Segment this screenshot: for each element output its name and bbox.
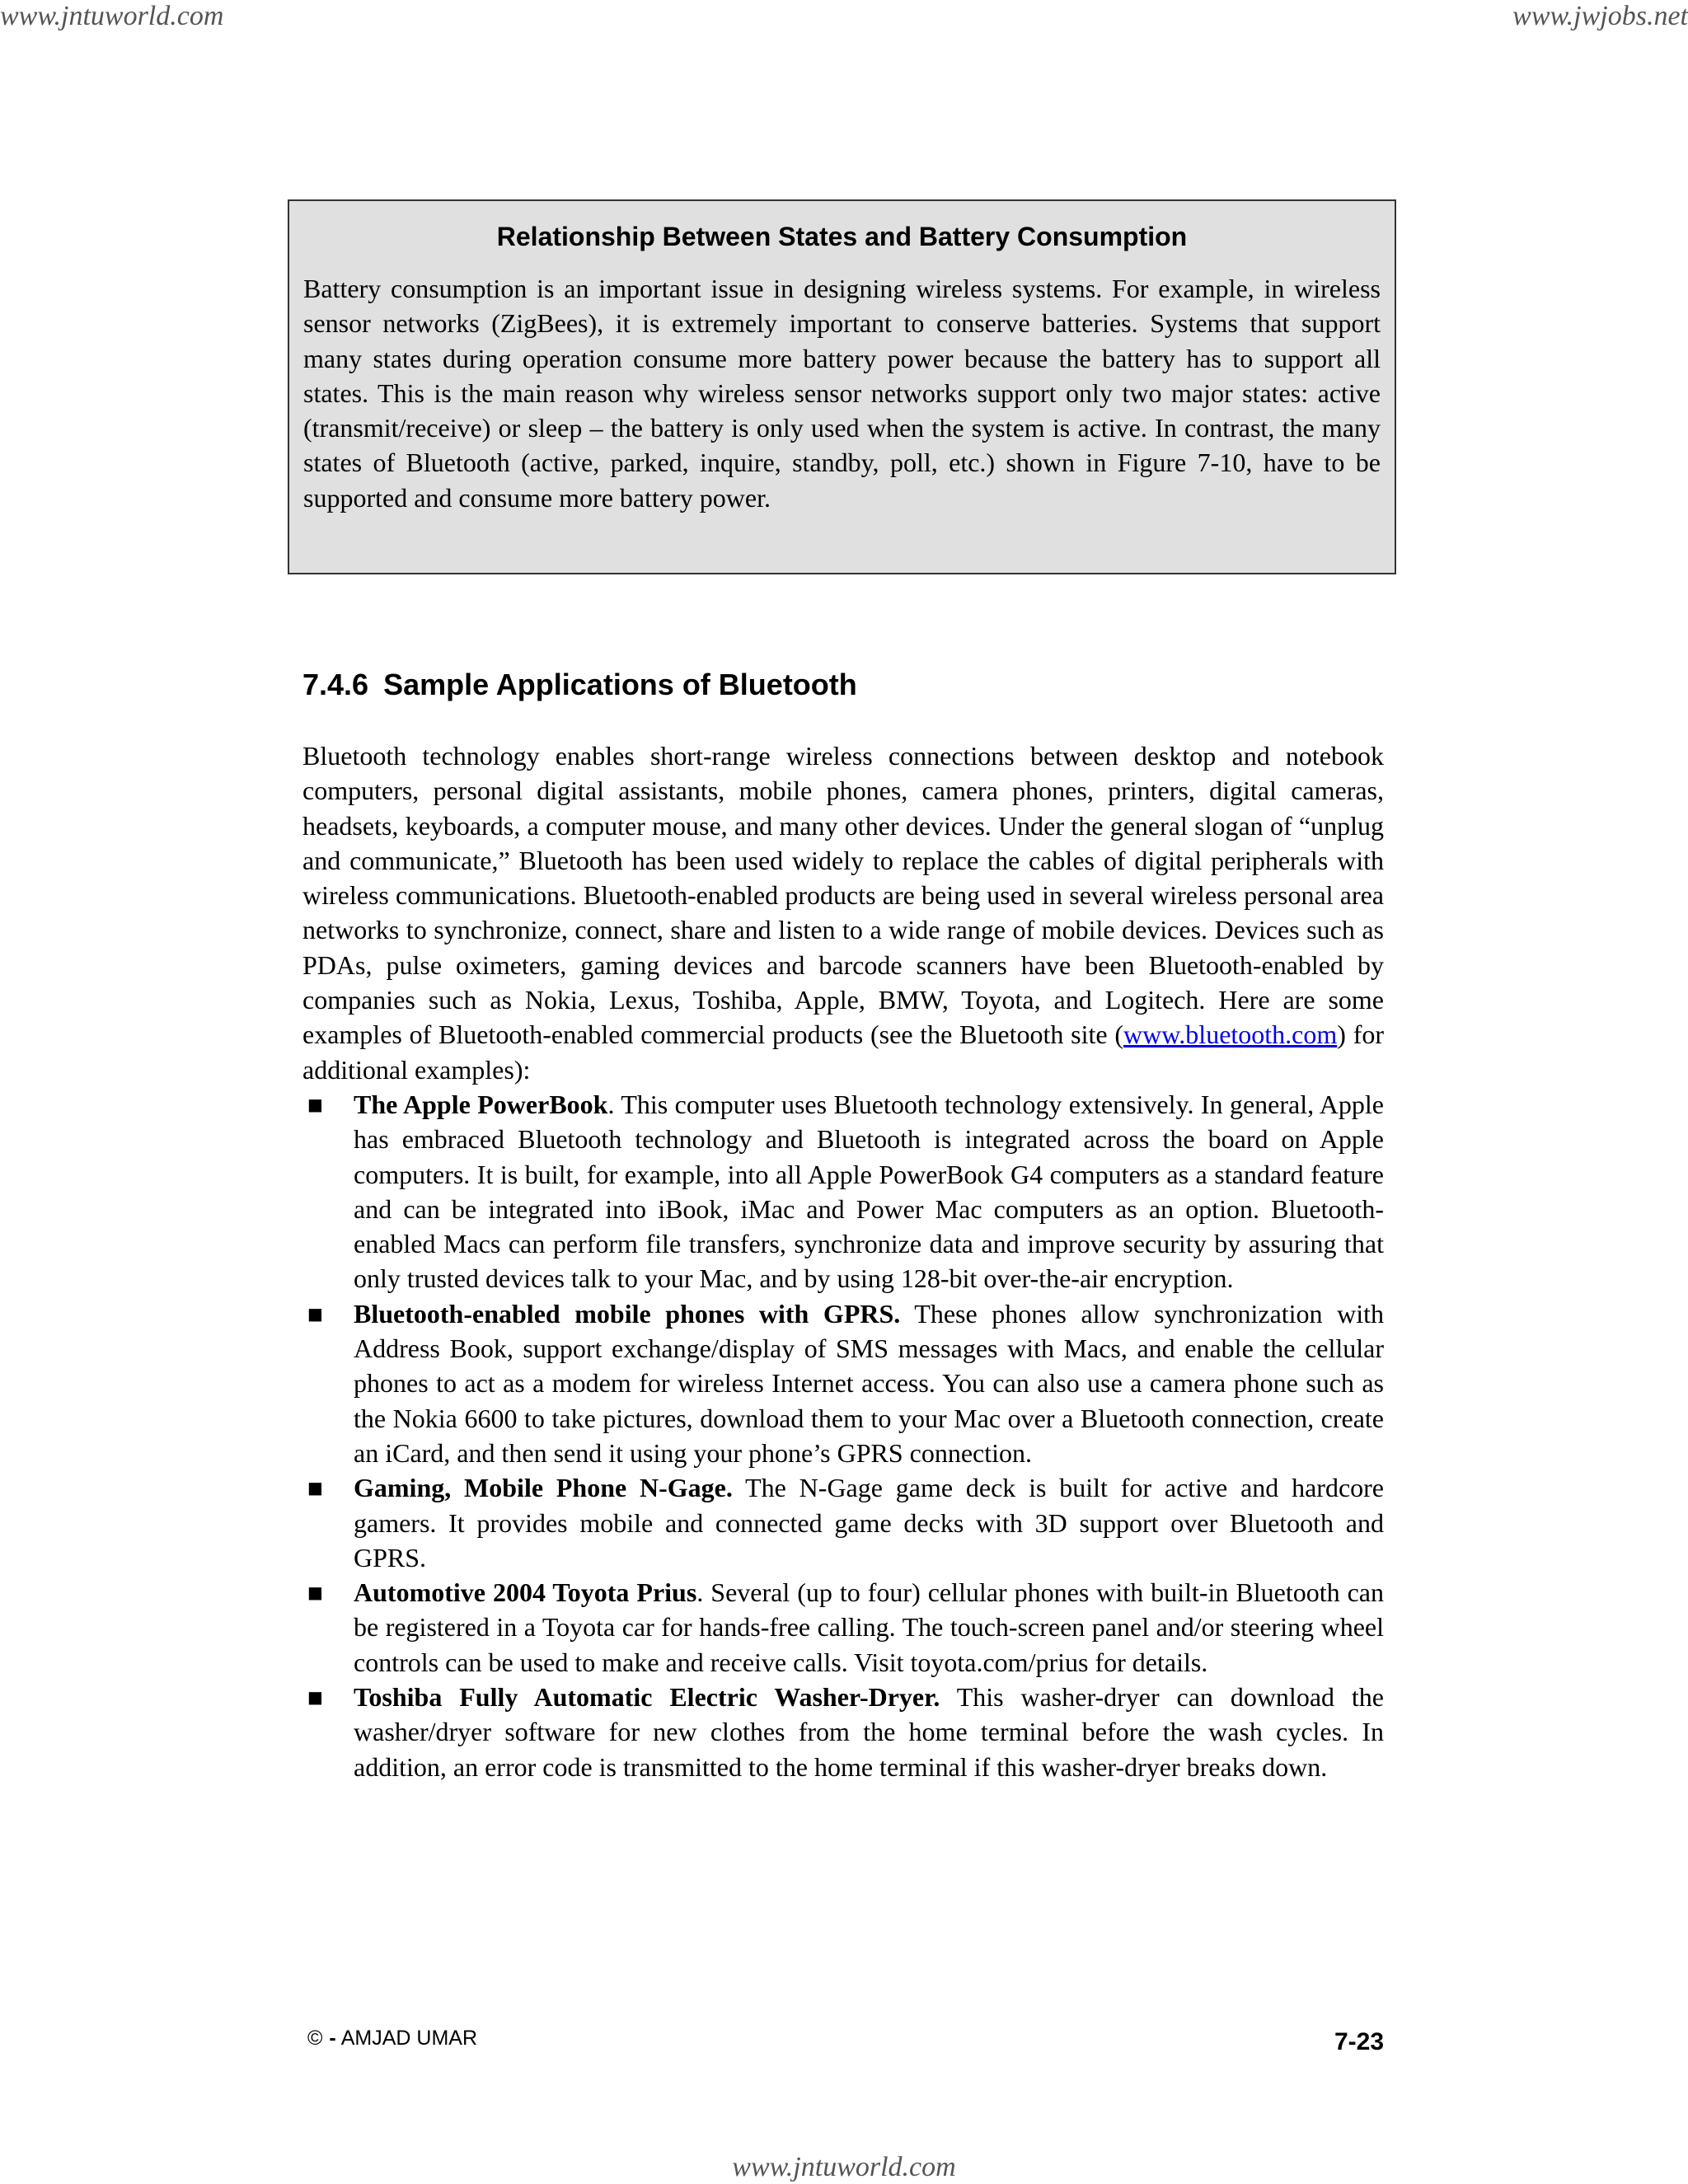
bullet-icon: ■: [307, 1303, 323, 1324]
examples-list: [302, 1087, 1384, 1784]
footer-copyright: [307, 2026, 477, 2050]
section-number: 7.4.6: [302, 668, 369, 701]
footer-author: AMJAD UMAR: [340, 2027, 478, 2050]
main-content: [302, 738, 1384, 1784]
footer-dash: -: [329, 2027, 336, 2050]
item-title: Bluetooth-enabled mobile phones with GPRS.: [354, 1298, 901, 1329]
list-item: [302, 1680, 1384, 1784]
copyright-icon: ©: [307, 2027, 323, 2050]
item-text: This washer-dryer can download the washer/dryer software for new clothes from the home terminal before the wash cycles. In addition, an error code is transmitted to the home terminal if this washer-dryer breaks down.: [354, 1682, 1385, 1782]
list-item: [302, 1087, 1384, 1296]
list-item: [302, 1296, 1384, 1470]
callout-body: Battery consumption is an important issue in designing wireless systems. For example, in wireless sensor networks (ZigBees), it is extremely important to conserve batteries. Systems that support many states during operation consume more battery power because the battery has to support all states. This is the main reason why wireless sensor networks support only two major states: active (transmit/receive) or sleep – the battery is only used when the system is active. In contrast, the many states of Bluetooth (active, parked, inquire, standby, poll, etc.) shown in Figure 7-10, have to be supported and consume more battery power.: [303, 274, 1381, 513]
item-text: . Several (up to four) cellular phones with built-in Bluetooth can be registered in a Toyota car for hands-free calling. The touch-screen panel and/or steering wheel controls can be used to make and receive calls. Visit toyota.com/prius for details.: [354, 1577, 1385, 1677]
watermark-bottom[interactable]: www.jntuworld.com: [732, 2152, 956, 2182]
item-title: Automotive 2004 Toyota Prius: [354, 1577, 697, 1608]
callout-box: [288, 199, 1396, 574]
item-text: These phones allow synchronization with Address Book, support exchange/display of SMS messages with Macs, and enable the cellular phones to act as a modem for wireless Internet access. You can also use a camera phone such as the Nokia 6600 to take pictures, download them to your Mac over a Bluetooth connection, create an iCard, and then send it using your phone’s GPRS connection.: [354, 1298, 1385, 1468]
intro-paragraph: [302, 738, 1384, 1087]
item-title: Toshiba Fully Automatic Electric Washer-Dryer.: [354, 1682, 940, 1713]
bluetooth-site-link[interactable]: www.bluetooth.com: [1123, 1019, 1338, 1050]
intro-text: Bluetooth technology enables short-range wireless connections between desktop and notebook computers, personal digital assistants, mobile phones, camera phones, printers, digital cameras, headsets, keyboards, a computer mouse, and many other devices. Under the general slogan of “unplug and communicate,” Bluetooth has been used widely to replace the cables of digital peripherals with wireless communications. Bluetooth-enabled products are being used in several wireless personal area networks to synchronize, connect, share and listen to a wide range of mobile devices. Devices such as PDAs, pulse oximeters, gaming devices and barcode scanners have been Bluetooth-enabled by companies such as Nokia, Lexus, Toshiba, Apple, BMW, Toyota, and Logitech. Here are some examples of Bluetooth-enabled commercial products (see the Bluetooth site (: [302, 741, 1384, 1050]
section-title: Sample Applications of Bluetooth: [383, 668, 857, 701]
item-title: The Apple PowerBook: [354, 1089, 608, 1119]
intro-text-end: ) for additional examples):: [302, 1019, 1385, 1085]
page-number: 7-23: [1334, 2028, 1384, 2055]
watermark-top-left[interactable]: www.jntuworld.com: [0, 1, 224, 31]
section-heading: [302, 663, 857, 706]
callout-title: Relationship Between States and Battery Consumption: [496, 222, 1188, 251]
bullet-icon: ■: [307, 1478, 323, 1498]
list-item: [302, 1470, 1384, 1575]
item-text: The N-Gage game deck is built for active and hardcore gamers. It provides mobile and connected game decks with 3D support over Bluetooth and GPRS.: [354, 1473, 1385, 1572]
bullet-icon: ■: [307, 1582, 323, 1603]
bullet-icon: ■: [307, 1687, 323, 1708]
item-text: . This computer uses Bluetooth technology extensively. In general, Apple has embraced Bluetooth technology and Bluetooth is integrated across the board on Apple computers. It is built, for example, into all Apple PowerBook G4 computers as a standard feature and can be integrated into iBook, iMac and Power Mac computers as an option. Bluetooth-enabled Macs can perform file transfers, synchronize data and improve security by assuring that only trusted devices talk to your Mac, and by using 128-bit over-the-air encryption.: [354, 1089, 1385, 1294]
bullet-icon: ■: [307, 1094, 323, 1114]
item-title: Gaming, Mobile Phone N-Gage.: [354, 1473, 733, 1503]
list-item: [302, 1575, 1384, 1680]
watermark-top-right[interactable]: www.jwjobs.net: [1512, 1, 1688, 31]
